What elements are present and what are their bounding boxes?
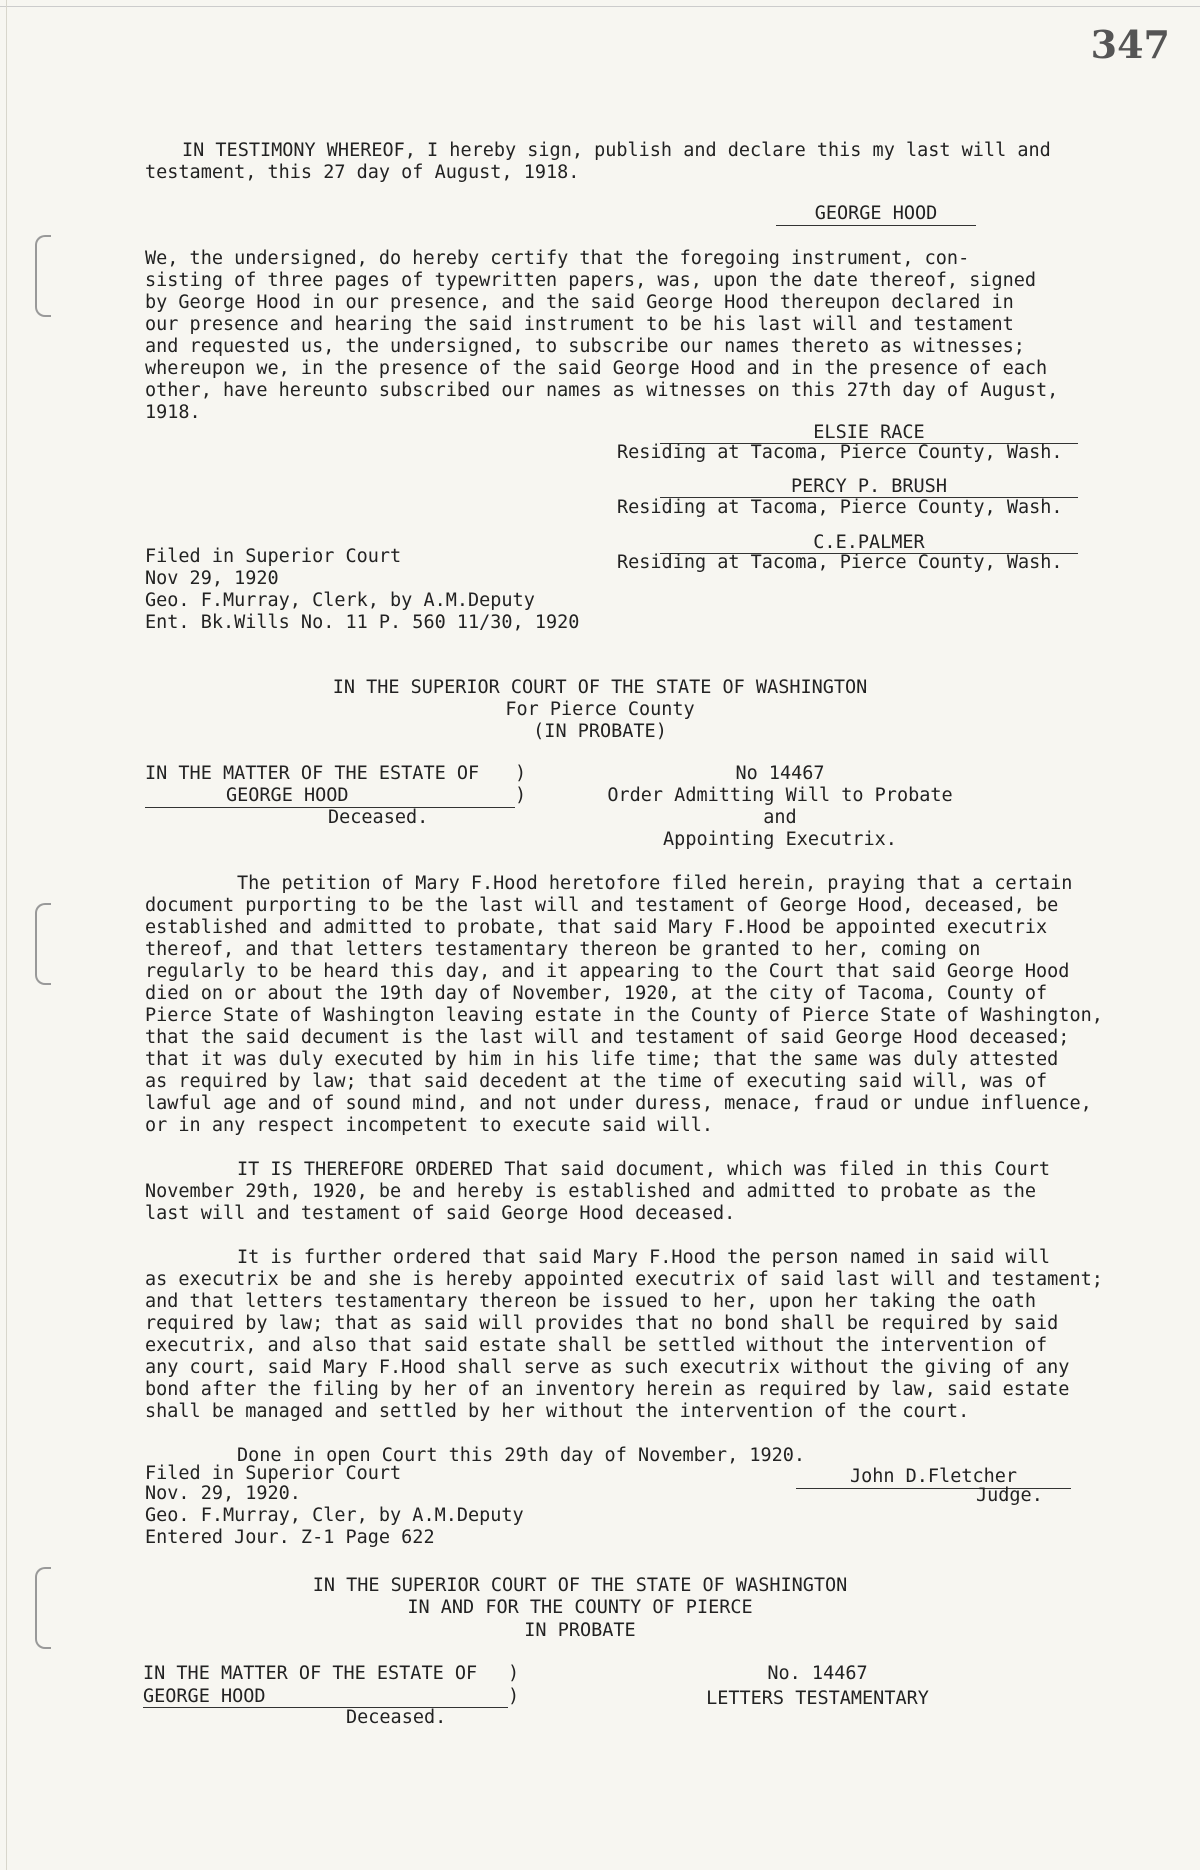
order-line: or in any respect incompetent to execute said will. [145, 1115, 714, 1136]
case-title: and [763, 807, 797, 828]
letters-court-division: IN PROBATE [524, 1620, 636, 1641]
done-in-court-line: Done in open Court this 29th day of November, 1920. [237, 1445, 806, 1466]
testimony-line-1: IN TESTIMONY WHEREOF, I hereby sign, publish and declare this my last will and [182, 140, 1051, 161]
court-header: IN THE SUPERIOR COURT OF THE STATE OF WASHINGTON [332, 677, 868, 698]
order-line: shall be managed and settled by her without the intervention of the court. [145, 1401, 970, 1422]
witness-name: ELSIE RACE [813, 422, 925, 443]
order-line: that the said decument is the last will and testament of said George Hood deceased; [145, 1027, 1070, 1048]
witness-name: C.E.PALMER [813, 532, 925, 553]
order-line: any court, said Mary F.Hood shall serve as such executrix without the giving of any [145, 1357, 1070, 1378]
order-line: as executrix be and she is hereby appointed executrix of said last will and testament; [145, 1269, 1103, 1290]
order-line: executrix, and also that said estate shall be settled without the intervention of [145, 1335, 1048, 1356]
testator-signature: GEORGE HOOD [814, 203, 938, 224]
caption-rule [143, 1707, 508, 1708]
order-line: bond after the filing by her of an inventory herein as required by law, said estate [145, 1379, 1070, 1400]
order-line: November 29th, 1920, be and hereby is established and admitted to probate as the [145, 1181, 1037, 1202]
letters-court-header: IN THE SUPERIOR COURT OF THE STATE OF WASHINGTON [312, 1575, 848, 1596]
order-line: lawful age and of sound mind, and not under duress, menace, fraud or undue influence, [145, 1093, 1092, 1114]
witness-residence: Residing at Tacoma, Pierce County, Wash. [617, 552, 1063, 573]
scan-top-edge [0, 6, 1200, 7]
caption-bracket: ) [515, 785, 527, 806]
case-number: No 14467 [735, 763, 825, 784]
attestation-line: other, have hereunto subscribed our names as witnesses on this 27th day of August, [145, 380, 1059, 401]
attestation-line: whereupon we, in the presence of the said George Hood and in the presence of each [145, 358, 1048, 379]
page-number: 347 [1090, 22, 1170, 67]
caption-bracket: ) [508, 1686, 520, 1707]
scan-left-edge [6, 0, 7, 1870]
caption-bracket: ) [515, 763, 527, 784]
letters-caption-deceased: Deceased. [346, 1707, 447, 1728]
order-line: It is further ordered that said Mary F.Hood the person named in said will [237, 1247, 1051, 1268]
order-line: The petition of Mary F.Hood heretofore filed herein, praying that a certain [237, 873, 1073, 894]
order-line: required by law; that as said will provides that no bond shall be required by said [145, 1313, 1059, 1334]
order-line: IT IS THEREFORE ORDERED That said document, which was filed in this Court [237, 1159, 1051, 1180]
case-title: Order Admitting Will to Probate [607, 785, 953, 806]
court-county: For Pierce County [505, 699, 695, 720]
filing-line: Nov. 29, 1920. [145, 1483, 301, 1504]
letters-case-title: LETTERS TESTAMENTARY [706, 1688, 929, 1709]
filing-line: Filed in Superior Court [145, 546, 402, 567]
letters-court-county: IN AND FOR THE COUNTY OF PIERCE [407, 1597, 753, 1618]
letters-caption-estate-name: GEORGE HOOD [143, 1686, 266, 1707]
judge-name: John D.Fletcher [849, 1466, 1018, 1487]
order-line: died on or about the 19th day of November, 1920, at the city of Tacoma, County of [145, 983, 1048, 1004]
judge-title: Judge. [976, 1485, 1043, 1506]
filing-line: Entered Jour. Z-1 Page 622 [145, 1527, 435, 1548]
attestation-line: sisting of three pages of typewritten papers, was, upon the date thereof, signed [145, 270, 1037, 291]
caption-bracket: ) [508, 1663, 520, 1684]
order-line: regularly to be heard this day, and it appearing to the Court that said George Hood [145, 961, 1070, 982]
court-division: (IN PROBATE) [533, 721, 667, 742]
attestation-line: and requested us, the undersigned, to subscribe our names thereto as witnesses; [145, 336, 1025, 357]
filing-line: Geo. F.Murray, Cler, by A.M.Deputy [145, 1505, 524, 1526]
witness-residence: Residing at Tacoma, Pierce County, Wash. [617, 442, 1063, 463]
caption-matter: IN THE MATTER OF THE ESTATE OF [145, 763, 480, 784]
caption-estate-name: GEORGE HOOD [226, 785, 349, 806]
filing-line: Nov 29, 1920 [145, 568, 279, 589]
order-line: and that letters testamentary thereon be issued to her, upon her taking the oath [145, 1291, 1037, 1312]
signature-line [776, 225, 976, 226]
testimony-line-2: testament, this 27 day of August, 1918. [145, 162, 580, 183]
filing-line: Geo. F.Murray, Clerk, by A.M.Deputy [145, 590, 535, 611]
attestation-line: We, the undersigned, do hereby certify that the foregoing instrument, con- [145, 248, 970, 269]
order-line: document purporting to be the last will and testament of George Hood, deceased, be [145, 895, 1059, 916]
order-line: established and admitted to probate, that said Mary F.Hood be appointed executrix [145, 917, 1048, 938]
attestation-line: by George Hood in our presence, and the said George Hood thereupon declared in [145, 292, 1014, 313]
binder-hole [35, 903, 51, 985]
order-line: that it was duly executed by him in his life time; that the same was duly attested [145, 1049, 1059, 1070]
binder-hole [35, 235, 51, 317]
letters-case-number: No. 14467 [767, 1663, 868, 1684]
caption-deceased: Deceased. [328, 807, 429, 828]
filing-line: Ent. Bk.Wills No. 11 P. 560 11/30, 1920 [145, 612, 580, 633]
attestation-line: our presence and hearing the said instrument to be his last will and testament [145, 314, 1014, 335]
letters-caption-matter: IN THE MATTER OF THE ESTATE OF [143, 1663, 478, 1684]
binder-hole [35, 1567, 51, 1649]
order-line: last will and testament of said George Hood deceased. [145, 1203, 736, 1224]
order-line: thereof, and that letters testamentary thereon be granted to her, coming on [145, 939, 981, 960]
case-title: Appointing Executrix. [663, 829, 897, 850]
witness-residence: Residing at Tacoma, Pierce County, Wash. [617, 497, 1063, 518]
order-line: as required by law; that said decedent at the time of executing said will, was of [145, 1071, 1048, 1092]
witness-name: PERCY P. BRUSH [791, 476, 947, 497]
order-line: Pierce State of Washington leaving estate in the County of Pierce State of Washington, [145, 1005, 1103, 1026]
attestation-line: 1918. [145, 402, 201, 423]
filing-line: Filed in Superior Court [145, 1463, 402, 1484]
